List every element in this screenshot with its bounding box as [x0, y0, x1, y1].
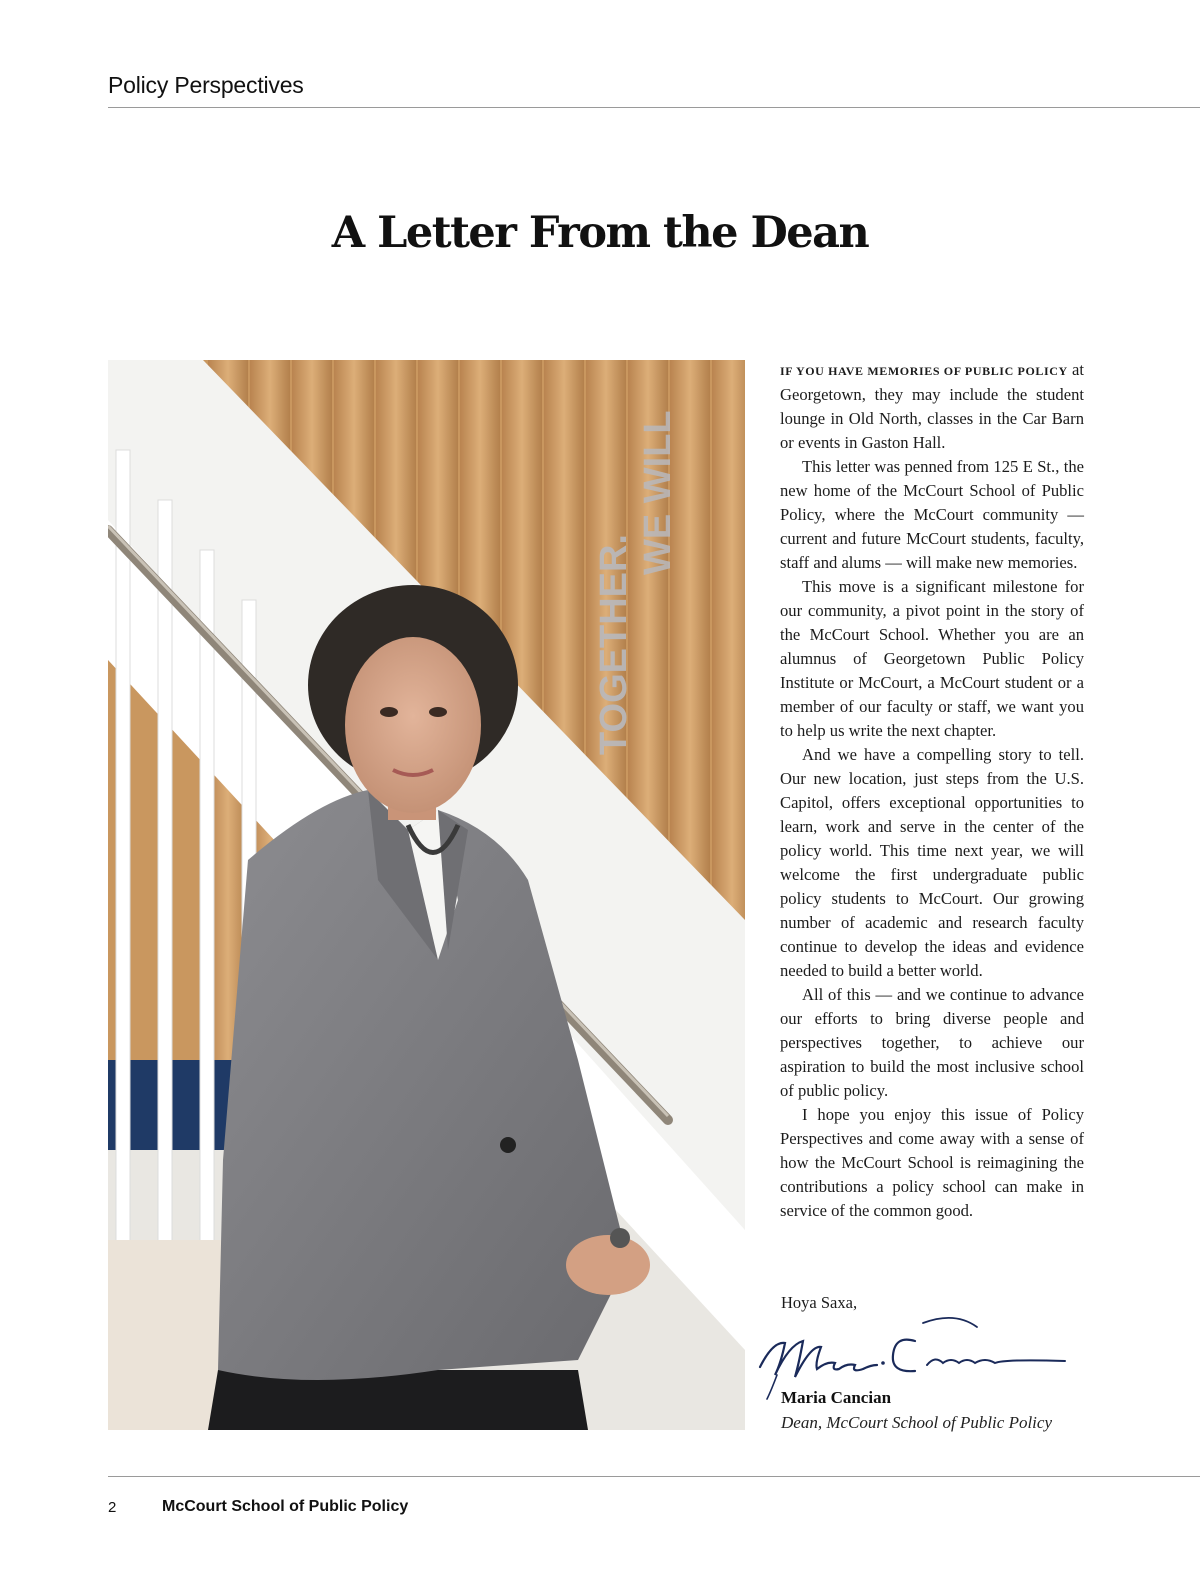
letter-paragraph — [780, 358, 1084, 455]
dean-portrait-photo — [108, 360, 745, 1430]
header-divider — [108, 107, 1200, 108]
letter-paragraph: I hope you enjoy this issue of Policy Perspectives and come away with a sense of how the McCourt School is reimagining the contributions a policy school can make in service of the common good. — [780, 1105, 1084, 1220]
footer-divider — [108, 1476, 1200, 1477]
page-title: A Letter From the Dean — [331, 208, 869, 258]
letter-paragraph-text: at Georgetown, they may include the student lounge in Old North, classes in the Car Barn or events in Gaston Hall. — [780, 360, 1084, 452]
letter-paragraph: This letter was penned from 125 E St., the new home of the McCourt School of Public Policy, where the McCourt community — current and future McCourt students, faculty, staff and alums — will make new memories. — [780, 457, 1084, 572]
letter-paragraph: This move is a significant milestone for our community, a pivot point in the story of the McCourt School. Whether you are an alumnus of Georgetown Public Policy Institute or McCourt, a McCourt student or a member of our faculty or staff, we want you to help us write the next chapter. — [780, 577, 1084, 740]
wall-text-we-will: WE WILL — [637, 410, 679, 575]
letter-paragraph: And we have a compelling story to tell. Our new location, just steps from the U.S. Capitol, offers exceptional opportunities to learn, work and serve in the center of the policy world. This time next year, we will welcome the first undergraduate public policy students to McCourt. Our growing number of academic and research faculty continue to develop the ideas and evidence needed to build a better world. — [780, 745, 1084, 980]
signer-title: Dean, McCourt School of Public Policy — [781, 1413, 1052, 1432]
lead-in-small-caps: IF YOU HAVE MEMORIES OF PUBLIC POLICY — [780, 364, 1068, 378]
signer-name: Maria Cancian — [781, 1388, 892, 1407]
letter-paragraph: All of this — and we continue to advance our efforts to bring diverse people and perspectives together, to achieve our aspiration to build the most inclusive school of public policy. — [780, 985, 1084, 1100]
letter-closing: Hoya Saxa, — [781, 1293, 858, 1312]
footer-organization: McCourt School of Public Policy — [162, 1498, 409, 1515]
letter-body — [780, 358, 1084, 1223]
page-number: 2 — [108, 1499, 117, 1516]
wall-text-together: TOGETHER. — [593, 534, 635, 755]
publication-title: Policy Perspectives — [108, 72, 304, 98]
